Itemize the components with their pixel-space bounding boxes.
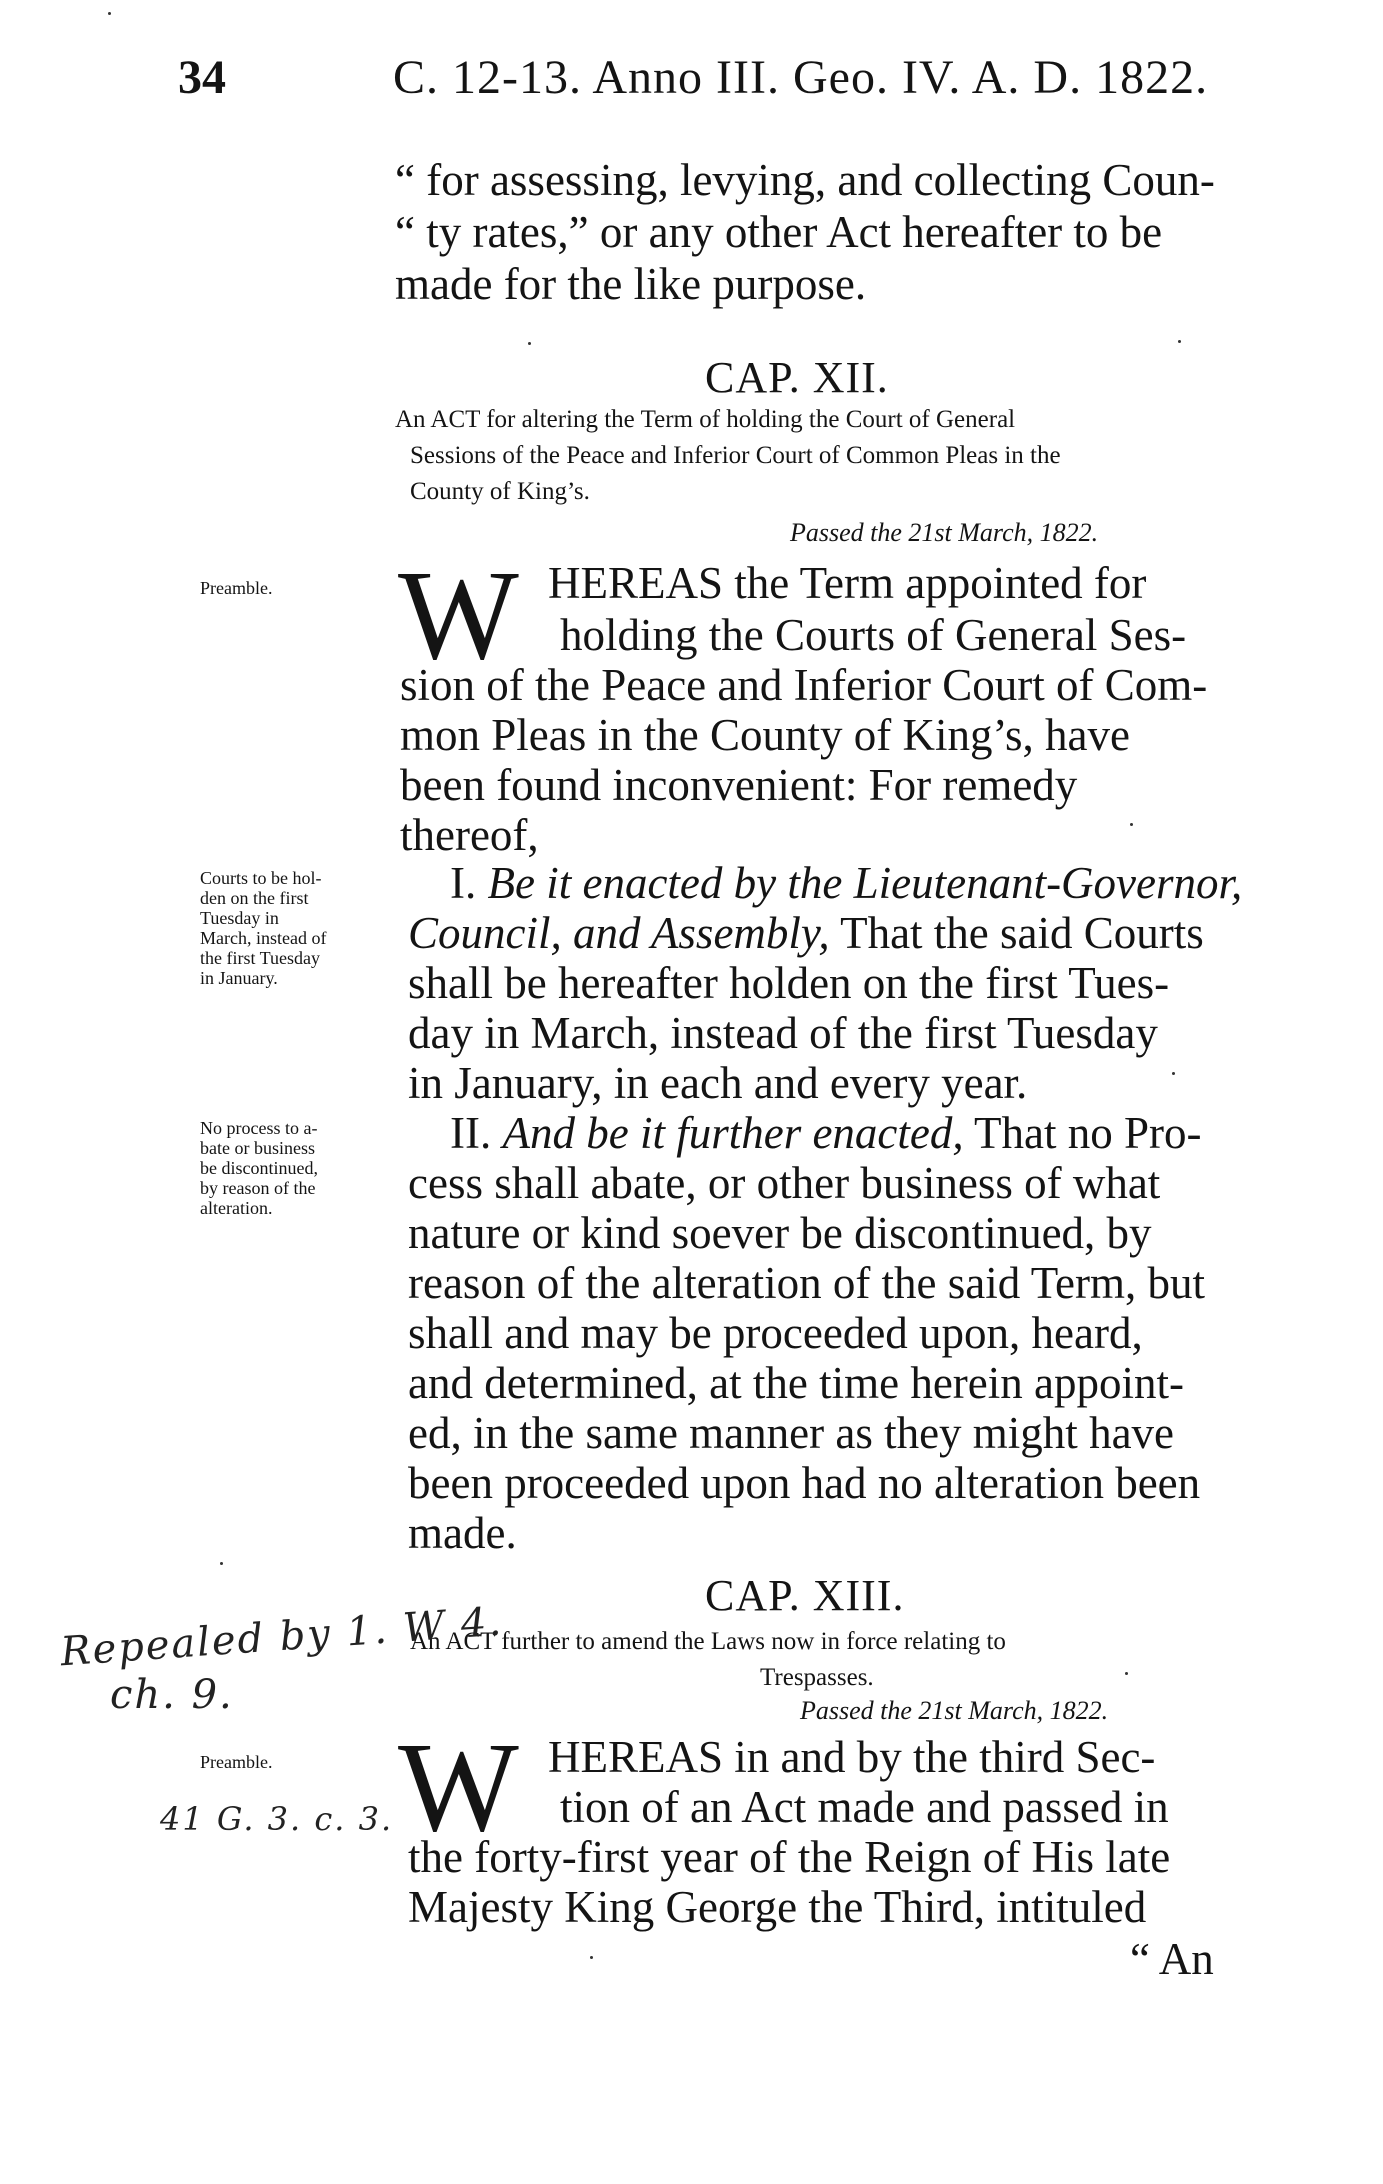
- margin-note-line: Courts to be hol-: [200, 868, 322, 888]
- margin-note-line: alteration.: [200, 1198, 273, 1218]
- text-line: shall be hereafter holden on the first Tues-: [408, 958, 1170, 1008]
- cap-xiii-heading: CAP. XIII.: [705, 1571, 905, 1620]
- enacting-clause: Be it enacted by the Lieutenant-Governor,: [487, 858, 1243, 908]
- text-line: day in March, instead of the first Tuesday: [408, 1008, 1158, 1058]
- margin-note-line: No process to a-: [200, 1118, 318, 1138]
- margin-note-line: March, instead of: [200, 928, 327, 948]
- enacting-clause: And be it further enacted,: [502, 1108, 964, 1158]
- text-run: That the said Courts: [829, 908, 1204, 958]
- running-title: C. 12-13. Anno III. Geo. IV. A. D. 1822.: [393, 51, 1209, 104]
- page-header: [178, 50, 1238, 120]
- catchword: “ An: [1130, 1934, 1214, 1984]
- scan-speck: [1130, 823, 1133, 826]
- scan-speck: [1172, 1072, 1175, 1075]
- scan-speck: [1178, 340, 1181, 343]
- cap-xiii-title-line: Trespasses.: [760, 1664, 874, 1691]
- text-run: That no Pro-: [963, 1108, 1202, 1158]
- cap-xii-passed-date: Passed the 21st March, 1822.: [790, 518, 1099, 547]
- text-line: been found inconvenient: For remedy: [400, 760, 1078, 810]
- text-line: thereof,: [400, 810, 539, 860]
- cap-xii-title-line: County of King’s.: [410, 478, 590, 505]
- section-i-margin-note: [200, 868, 326, 988]
- margin-note-line: the first Tuesday: [200, 948, 321, 968]
- text-line: holding the Courts of General Ses-: [560, 610, 1187, 660]
- cap-xii-title-line: Sessions of the Peace and Inferior Court of Common Pleas in the: [410, 442, 1061, 469]
- section-ii-margin-note: [200, 1118, 318, 1218]
- scan-speck: [220, 1562, 223, 1565]
- text-line: Majesty King George the Third, intituled: [408, 1882, 1147, 1932]
- section-i-line: [408, 908, 1204, 958]
- margin-note-line: Tuesday in: [200, 908, 279, 928]
- cap-xii-preamble-label: Preamble.: [200, 578, 273, 598]
- handwritten-annotation: 41 G. 3. c. 3.: [160, 1800, 394, 1838]
- scan-speck: [528, 342, 531, 345]
- handwritten-annotation: Repealed by 1. W 4.: [58, 1598, 505, 1676]
- cap-xii-title-line: An ACT for altering the Term of holding the Court of General: [395, 406, 1016, 433]
- scan-speck: [590, 1956, 593, 1959]
- margin-note-line: den on the first: [200, 888, 309, 908]
- margin-note-line: by reason of the: [200, 1178, 316, 1198]
- text-line: nature or kind soever be discontinued, by: [408, 1208, 1152, 1258]
- text-line: “ for assessing, levying, and collecting Coun-: [395, 155, 1215, 205]
- text-line: ed, in the same manner as they might have: [408, 1408, 1175, 1458]
- cap-xiii-drop-cap: W: [398, 1716, 513, 1858]
- margin-note-line: be discontinued,: [200, 1158, 318, 1178]
- text-line: shall and may be proceeded upon, heard,: [408, 1308, 1143, 1358]
- margin-note-line: bate or business: [200, 1138, 315, 1158]
- margin-note-line: in January.: [200, 968, 278, 988]
- section-i-line: [450, 858, 1242, 908]
- cap-xii-drop-cap: W: [398, 544, 513, 686]
- handwritten-annotation: ch. 9.: [110, 1672, 234, 1718]
- text-line: “ ty rates,” or any other Act hereafter to be: [395, 207, 1163, 257]
- section-number: I.: [450, 858, 477, 908]
- text-line: been proceeded upon had no alteration been: [408, 1458, 1201, 1508]
- enacting-clause: Council, and Assembly,: [408, 908, 830, 958]
- cap-xiii-preamble-label: Preamble.: [200, 1752, 273, 1772]
- text-line: made.: [408, 1508, 517, 1558]
- section-ii-line: [450, 1108, 1202, 1158]
- cap-xiii-title-line: An ACT further to amend the Laws now in force relating to: [410, 1628, 1006, 1655]
- page-number: 34: [178, 51, 226, 104]
- text-line: the forty-first year of the Reign of His late: [408, 1832, 1171, 1882]
- scan-speck: [108, 12, 111, 15]
- text-line: sion of the Peace and Inferior Court of Com-: [400, 660, 1208, 710]
- text-line: cess shall abate, or other business of what: [408, 1158, 1161, 1208]
- text-line: HEREAS in and by the third Sec-: [548, 1732, 1156, 1782]
- text-line: made for the like purpose.: [395, 259, 867, 309]
- text-line: in January, in each and every year.: [408, 1058, 1028, 1108]
- scan-speck: [1125, 1672, 1128, 1675]
- text-line: mon Pleas in the County of King’s, have: [400, 710, 1130, 760]
- text-line: tion of an Act made and passed in: [560, 1782, 1169, 1832]
- cap-xii-heading: CAP. XII.: [705, 353, 889, 402]
- text-line: HEREAS the Term appointed for: [548, 558, 1147, 608]
- cap-xiii-passed-date: Passed the 21st March, 1822.: [800, 1696, 1109, 1725]
- text-line: reason of the alteration of the said Term, but: [408, 1258, 1206, 1308]
- section-number: II.: [450, 1108, 492, 1158]
- text-line: and determined, at the time herein appoint-: [408, 1358, 1184, 1408]
